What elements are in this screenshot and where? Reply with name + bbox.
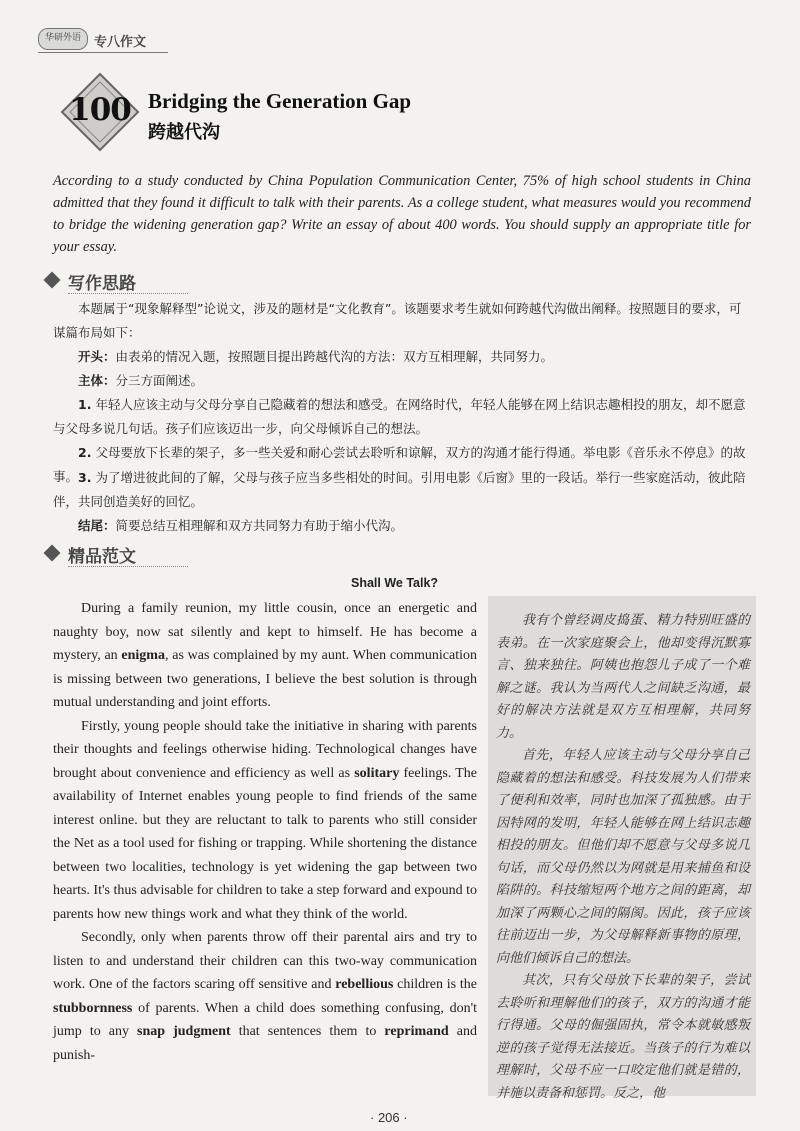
essay-text: During a family reunion, my little cousin, once an energetic and naughty boy, now sat silently and kept to himself. He has become a mystery, an <box>53 601 477 663</box>
essay-number: 100 <box>69 92 131 128</box>
essay-text: feelings. The availability of Internet enables young people to find friends of the same interest online. but they are reluctant to talk to parents who still consider the Net as a tool used for fishing or trapping. While shortening the distance between two localities, technology is yet widening the gap between two hearts. It's thus advisable for children to take a step forward and expound to parents how new things work and what they think of the world. <box>53 765 477 922</box>
vocab-term: reprimand <box>384 1024 449 1039</box>
ending-label: 结尾： <box>78 518 116 533</box>
essay-prompt: According to a study conducted by China Population Communication Center, 75% of high school students in China admitted that they found it difficult to talk with their parents. As a college student, what measures would you recommend to bridge the widening generation gap? Write an essay of about 400 words. You should supply an appropriate title for your essay. <box>53 173 751 255</box>
publisher-logo: 华研外语 <box>38 28 88 50</box>
essay-text: , as was complained by my aunt. When communication is missing between two generations, I believe the best solution is through mutual understanding and joint efforts. <box>53 648 477 710</box>
diamond-icon <box>44 272 61 289</box>
opening-text: 由表弟的情况入题，按照题目提出跨越代沟的方法：双方互相理解，共同努力。 <box>115 349 554 364</box>
outline-body <box>53 369 753 393</box>
model-essay-title: 精品范文 <box>68 547 136 567</box>
point3-label: 3. <box>78 470 92 485</box>
outline-ending <box>53 514 753 538</box>
writing-ideas-heading <box>46 271 346 293</box>
opening-label: 开头： <box>78 349 116 364</box>
outline-point-1 <box>53 393 753 441</box>
outline-intro-text: 本题属于“现象解释型”论说文，涉及的题材是“文化教育”。该题要求考生就如何跨越代沟做出阐释。按照题目的要求，可谋篇布局如下： <box>53 301 742 340</box>
diamond-icon <box>44 545 61 562</box>
essay-paragraph-1 <box>53 597 477 715</box>
translation-paragraph-1: 我有个曾经调皮捣蛋、精力特别旺盛的表弟。在一次家庭聚会上，他却变得沉默寡言、独来独往。阿姨也抱怨儿子成了一个难解之谜。我认为当两代人之间缺乏沟通，最好的解决方法就是双方互相理解，共同努力。 <box>496 613 750 741</box>
page-number: · 206 · <box>370 1110 408 1125</box>
outline-opening <box>53 345 753 369</box>
section-rule <box>68 566 188 568</box>
essay-paragraph-3 <box>53 926 477 1067</box>
outline-point-3 <box>53 466 753 514</box>
model-essay-heading <box>46 544 346 566</box>
point1-text: 年轻人应该主动与父母分享自己隐藏着的想法和感受。在网络时代，年轻人能够在网上结识志趣相投的朋友，却不愿意与父母多说几句话。孩子们应该迈出一步，向父母倾诉自己的想法。 <box>53 397 746 436</box>
translation-paragraph-2: 首先，年轻人应该主动与父母分享自己隐藏着的想法和感受。科技发展为人们带来了便利和效率，同时也加深了孤独感。由于因特网的发明，年轻人能够在网上结识志趣相投的朋友。但他们却不愿意与父母多说几句话，而父母仍然以为网就是用来捕鱼和设陷阱的。科技缩短两个地方之间的距离，却加深了两颗心之间的隔阂。因此，孩子应该往前迈出一步，为父母解释新事物的原理，向他们倾诉自己的想法。 <box>496 748 750 966</box>
essay-text: and punish- <box>53 1024 477 1063</box>
vocab-term: enigma <box>121 648 165 663</box>
essay-text: that sentences them to <box>230 1024 385 1039</box>
outline-intro <box>53 297 753 345</box>
vocab-term: stubbornness <box>53 1000 133 1016</box>
point2-label: 2. <box>78 445 92 460</box>
point3-text: 为了增进彼此间的了解，父母与孩子应当多些相处的时间。引用电影《后窗》里的一段话。举行一些家庭活动，彼此陪伴，共同创造美好的回忆。 <box>53 470 746 509</box>
section-rule <box>68 293 188 295</box>
vocab-term: solitary <box>354 765 400 781</box>
translation-paragraph-3: 其次，只有父母放下长辈的架子，尝试去聆听和理解他们的孩子，双方的沟通才能行得通。父母的倔强固执，常令本就敏感叛逆的孩子觉得无法接近。当孩子的行为难以理解时，父母不应一口咬定他们就是错的，并施以责备和惩罚。反之，他 <box>496 973 750 1101</box>
essay-paragraph-2 <box>53 715 477 927</box>
essay-title: Shall We Talk? <box>351 576 439 590</box>
essay-text: Firstly, young people should take the initiative in sharing with parents their thoughts and feelings otherwise hiding. Technological changes have brought about convenience and efficiency as well as <box>53 718 477 781</box>
point1-label: 1. <box>78 397 92 412</box>
body-label: 主体： <box>78 373 116 388</box>
ending-text: 简要总结互相理解和双方共同努力有助于缩小代沟。 <box>115 518 404 533</box>
model-essay-body <box>53 597 477 1067</box>
essay-text: of parents. When a child does something confusing, don't jump to any <box>53 1000 477 1039</box>
translation-text <box>496 610 750 1105</box>
header-rule <box>38 52 168 53</box>
essay-title-en: Bridging the Generation Gap <box>148 89 412 113</box>
vocab-term: snap judgment <box>137 1024 231 1039</box>
body-text: 分三方面阐述。 <box>115 373 204 388</box>
essay-text: children is the <box>393 977 477 992</box>
writing-ideas-title: 写作思路 <box>68 274 136 294</box>
essay-text: Secondly, only when parents throw off their parental airs and try to listen to and understand their children can this two-way communication work. One of the factors scaring off sensitive and <box>53 930 477 992</box>
point2-text: 父母要放下长辈的架子，多一些关爱和耐心尝试去聆听和谅解，双方的沟通才能行得通。举电影《音乐永不停息》的故事。 <box>53 445 746 484</box>
essay-title-zh: 跨越代沟 <box>148 122 220 143</box>
vocab-term: rebellious <box>335 977 394 992</box>
section-label: 专八作文 <box>94 35 147 50</box>
